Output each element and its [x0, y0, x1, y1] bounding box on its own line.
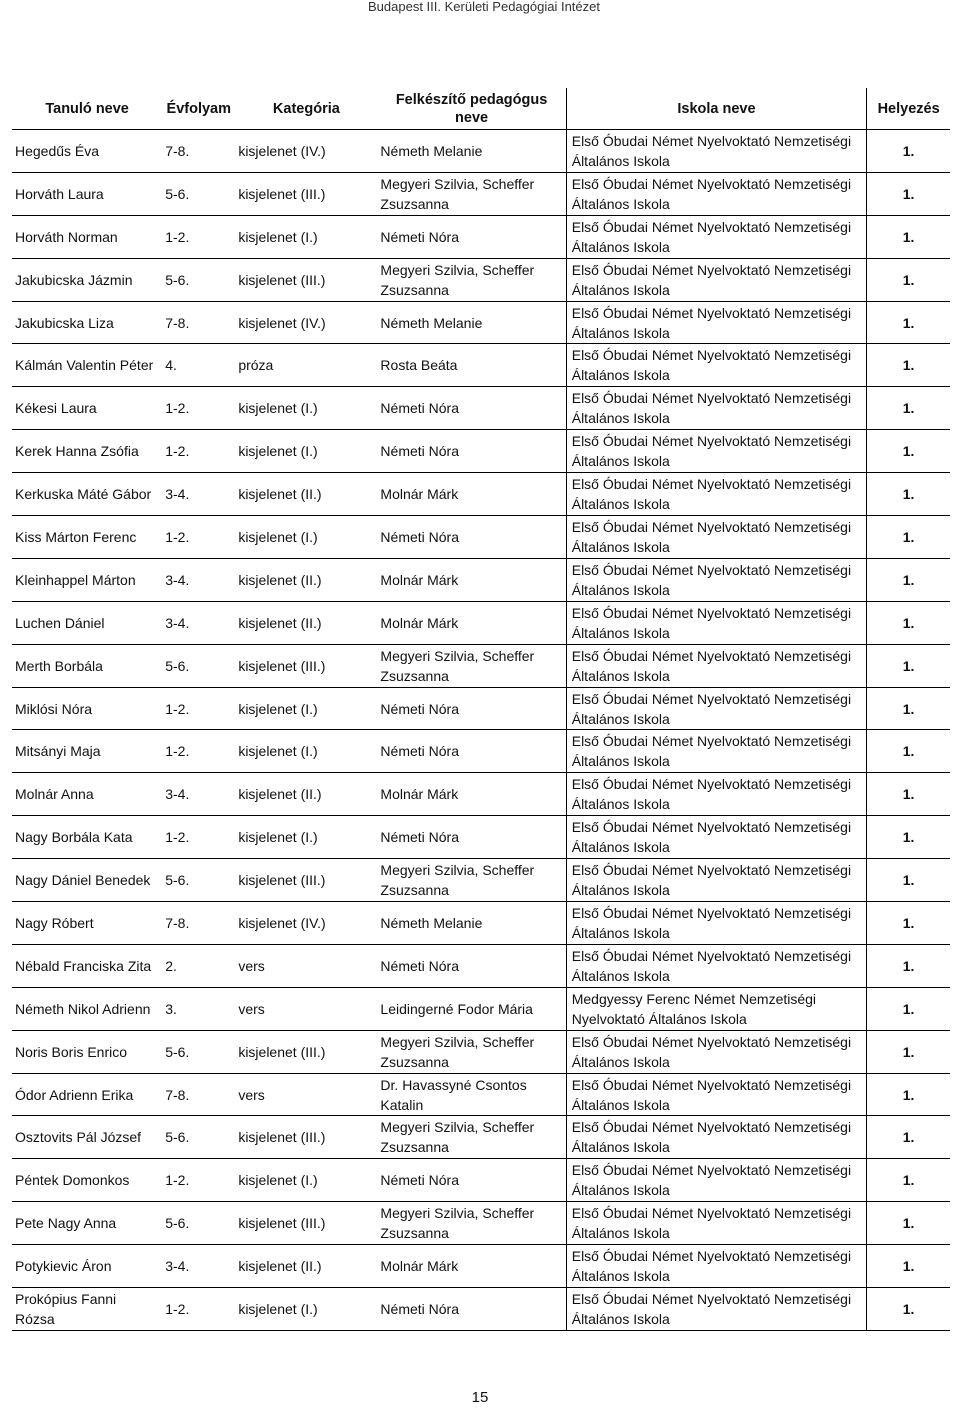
teacher-cell: Rosta Beáta — [380, 357, 458, 374]
student-name-cell: Kiss Márton Ferenc — [15, 528, 137, 545]
table-row — [12, 987, 950, 1030]
school-cell: Első Óbudai Német Nyelvoktató Nemzetiségi Általános Iskola — [566, 1202, 866, 1245]
rank-cell: 1. — [902, 657, 915, 674]
table-row — [12, 172, 950, 215]
category-cell: kisjelenet (II.) — [238, 486, 322, 503]
school-cell: Első Óbudai Német Nyelvoktató Nemzetiségi Általános Iskola — [566, 944, 866, 987]
rank-cell: 1. — [902, 185, 915, 202]
table-row — [12, 1202, 950, 1245]
teacher-cell: Németi Nóra — [380, 829, 460, 846]
grade-cell: 1-2. — [165, 400, 190, 417]
student-name-cell: Merth Borbála — [15, 657, 103, 674]
rank-cell: 1. — [902, 1258, 915, 1275]
category-cell: vers — [238, 1086, 265, 1103]
school-cell: Első Óbudai Német Nyelvoktató Nemzetiségi Általános Iskola — [566, 473, 866, 516]
category-cell: kisjelenet (III.) — [238, 872, 326, 889]
grade-cell: 5-6. — [165, 1043, 190, 1060]
teacher-cell: Németi Nóra — [380, 1172, 460, 1189]
student-name-cell: Osztovits Pál József — [15, 1129, 142, 1146]
table-header-row — [12, 88, 950, 130]
category-cell: kisjelenet (I.) — [238, 528, 318, 545]
category-cell: kisjelenet (III.) — [238, 657, 326, 674]
grade-cell: 5-6. — [165, 1129, 190, 1146]
student-name-cell: Horváth Laura — [15, 185, 104, 202]
grade-cell: 1-2. — [165, 743, 190, 760]
grade-cell: 3-4. — [165, 486, 190, 503]
grade-cell: 3-4. — [165, 1258, 190, 1275]
school-cell: Első Óbudai Német Nyelvoktató Nemzetiségi Általános Iskola — [566, 516, 866, 559]
category-cell: próza — [238, 357, 274, 374]
category-cell: kisjelenet (I.) — [238, 1300, 318, 1317]
student-name-cell: Kálmán Valentin Péter — [15, 357, 154, 374]
column-header-school: Iskola neve — [566, 88, 866, 130]
grade-cell: 5-6. — [165, 271, 190, 288]
table-row — [12, 1116, 950, 1159]
school-cell: Első Óbudai Német Nyelvoktató Nemzetiségi Általános Iskola — [566, 172, 866, 215]
grade-cell: 7-8. — [165, 914, 190, 931]
grade-cell: 1-2. — [165, 700, 190, 717]
student-name-cell: Pete Nagy Anna — [15, 1215, 117, 1232]
grade-cell: 1-2. — [165, 1172, 190, 1189]
category-cell: kisjelenet (IV.) — [238, 142, 326, 159]
teacher-cell: Dr. Havassyné Csontos Katalin — [380, 1076, 527, 1113]
grade-cell: 7-8. — [165, 142, 190, 159]
student-name-cell: Hegedűs Éva — [15, 142, 100, 159]
category-cell: kisjelenet (IV.) — [238, 914, 326, 931]
table-row — [12, 473, 950, 516]
column-header-category: Kategória — [272, 100, 340, 117]
grade-cell: 5-6. — [165, 1215, 190, 1232]
rank-cell: 1. — [902, 743, 915, 760]
school-cell: Első Óbudai Német Nyelvoktató Nemzetiségi Általános Iskola — [566, 687, 866, 730]
page-header — [0, 0, 960, 16]
table-row — [12, 387, 950, 430]
category-cell: kisjelenet (IV.) — [238, 314, 326, 331]
student-name-cell: Németh Nikol Adrienn — [15, 1000, 151, 1017]
category-cell: kisjelenet (II.) — [238, 1258, 322, 1275]
teacher-cell: Németi Nóra — [380, 700, 460, 717]
teacher-cell: Molnár Márk — [380, 486, 459, 503]
table-row — [12, 516, 950, 559]
rank-cell: 1. — [902, 872, 915, 889]
category-cell: kisjelenet (III.) — [238, 1129, 326, 1146]
category-cell: kisjelenet (I.) — [238, 228, 318, 245]
category-cell: vers — [238, 957, 265, 974]
rank-cell: 1. — [902, 142, 915, 159]
grade-cell: 3-4. — [165, 571, 190, 588]
rank-cell: 1. — [902, 1086, 915, 1103]
category-cell: kisjelenet (I.) — [238, 1172, 318, 1189]
rank-cell: 1. — [902, 1043, 915, 1060]
teacher-cell: Németi Nóra — [380, 228, 460, 245]
rank-cell: 1. — [902, 1215, 915, 1232]
category-cell: kisjelenet (III.) — [238, 1215, 326, 1232]
page-number: 15 — [471, 1389, 489, 1406]
grade-cell: 5-6. — [165, 872, 190, 889]
table-row — [12, 944, 950, 987]
category-cell: kisjelenet (II.) — [238, 614, 322, 631]
table-row — [12, 902, 950, 945]
rank-cell: 1. — [902, 829, 915, 846]
rank-cell: 1. — [902, 1129, 915, 1146]
table-row — [12, 773, 950, 816]
student-name-cell: Potykievic Áron — [15, 1258, 112, 1275]
teacher-cell: Németi Nóra — [380, 400, 460, 417]
category-cell: kisjelenet (I.) — [238, 400, 318, 417]
table-row — [12, 1159, 950, 1202]
student-name-cell: Noris Boris Enrico — [15, 1043, 128, 1060]
rank-cell: 1. — [902, 1300, 915, 1317]
column-header-rank: Helyezés — [877, 100, 940, 117]
student-name-cell: Ódor Adrienn Erika — [15, 1086, 134, 1103]
table-row — [12, 430, 950, 473]
student-name-cell: Kékesi Laura — [15, 400, 97, 417]
grade-cell: 5-6. — [165, 185, 190, 202]
rank-cell: 1. — [902, 400, 915, 417]
student-name-cell: Nagy Dániel Benedek — [15, 872, 151, 889]
teacher-cell: Megyeri Szilvia, Scheffer Zsuzsanna — [380, 1033, 535, 1070]
column-header-name: Tanuló neve — [45, 100, 129, 117]
teacher-cell: Molnár Márk — [380, 571, 459, 588]
teacher-cell: Németi Nóra — [380, 443, 460, 460]
teacher-cell: Németi Nóra — [380, 957, 460, 974]
table-row — [12, 1030, 950, 1073]
teacher-cell: Németh Melanie — [380, 142, 483, 159]
school-cell: Első Óbudai Német Nyelvoktató Nemzetiségi Általános Iskola — [566, 344, 866, 387]
teacher-cell: Megyeri Szilvia, Scheffer Zsuzsanna — [380, 261, 535, 298]
table-row — [12, 859, 950, 902]
teacher-cell: Leidingerné Fodor Mária — [380, 1000, 533, 1017]
student-name-cell: Nagy Borbála Kata — [15, 829, 133, 846]
student-name-cell: Luchen Dániel — [15, 614, 105, 631]
column-header-grade: Évfolyam — [166, 100, 232, 117]
rank-cell: 1. — [902, 314, 915, 331]
table-row — [12, 258, 950, 301]
grade-cell: 2. — [165, 957, 177, 974]
rank-cell: 1. — [902, 228, 915, 245]
rank-cell: 1. — [902, 1000, 915, 1017]
rank-cell: 1. — [902, 914, 915, 931]
student-name-cell: Kleinhappel Márton — [15, 571, 136, 588]
grade-cell: 5-6. — [165, 657, 190, 674]
teacher-cell: Németh Melanie — [380, 314, 483, 331]
school-cell: Első Óbudai Német Nyelvoktató Nemzetiségi Általános Iskola — [566, 258, 866, 301]
category-cell: kisjelenet (I.) — [238, 700, 318, 717]
teacher-cell: Megyeri Szilvia, Scheffer Zsuzsanna — [380, 647, 535, 684]
school-cell: Első Óbudai Német Nyelvoktató Nemzetiségi Általános Iskola — [566, 902, 866, 945]
rank-cell: 1. — [902, 614, 915, 631]
table-row — [12, 1288, 950, 1331]
student-name-cell: Prokópius Fanni Rózsa — [15, 1290, 117, 1327]
school-cell: Első Óbudai Német Nyelvoktató Nemzetiségi Általános Iskola — [566, 1245, 866, 1288]
category-cell: kisjelenet (III.) — [238, 271, 326, 288]
school-cell: Első Óbudai Német Nyelvoktató Nemzetiségi Általános Iskola — [566, 1116, 866, 1159]
institution-name: Budapest III. Kerületi Pedagógiai Intézet — [368, 0, 600, 14]
table-row — [12, 644, 950, 687]
table-row — [12, 301, 950, 344]
school-cell: Első Óbudai Német Nyelvoktató Nemzetiségi Általános Iskola — [566, 601, 866, 644]
school-cell: Első Óbudai Német Nyelvoktató Nemzetiségi Általános Iskola — [566, 430, 866, 473]
grade-cell: 1-2. — [165, 528, 190, 545]
school-cell: Első Óbudai Német Nyelvoktató Nemzetiségi Általános Iskola — [566, 130, 866, 173]
teacher-cell: Molnár Márk — [380, 1258, 459, 1275]
teacher-cell: Németh Melanie — [380, 914, 483, 931]
teacher-cell: Megyeri Szilvia, Scheffer Zsuzsanna — [380, 1119, 535, 1156]
category-cell: kisjelenet (III.) — [238, 185, 326, 202]
student-name-cell: Horváth Norman — [15, 228, 118, 245]
table-row — [12, 1073, 950, 1116]
column-header-teacher: Felkészítő pedagógus neve — [395, 91, 548, 126]
rank-cell: 1. — [902, 271, 915, 288]
rank-cell: 1. — [902, 1172, 915, 1189]
teacher-cell: Megyeri Szilvia, Scheffer Zsuzsanna — [380, 175, 535, 212]
category-cell: kisjelenet (II.) — [238, 571, 322, 588]
grade-cell: 3. — [165, 1000, 177, 1017]
category-cell: kisjelenet (I.) — [238, 743, 318, 760]
student-name-cell: Mitsányi Maja — [15, 743, 101, 760]
school-cell: Első Óbudai Német Nyelvoktató Nemzetiségi Általános Iskola — [566, 816, 866, 859]
teacher-cell: Megyeri Szilvia, Scheffer Zsuzsanna — [380, 1205, 535, 1242]
category-cell: kisjelenet (I.) — [238, 829, 318, 846]
grade-cell: 1-2. — [165, 443, 190, 460]
table-row — [12, 687, 950, 730]
school-cell: Első Óbudai Német Nyelvoktató Nemzetiségi Általános Iskola — [566, 387, 866, 430]
table-row — [12, 130, 950, 173]
teacher-cell: Németi Nóra — [380, 743, 460, 760]
school-cell: Első Óbudai Német Nyelvoktató Nemzetiségi Általános Iskola — [566, 1288, 866, 1331]
school-cell: Első Óbudai Német Nyelvoktató Nemzetiségi Általános Iskola — [566, 1073, 866, 1116]
teacher-cell: Molnár Márk — [380, 614, 459, 631]
teacher-cell: Németi Nóra — [380, 528, 460, 545]
rank-cell: 1. — [902, 486, 915, 503]
rank-cell: 1. — [902, 700, 915, 717]
category-cell: vers — [238, 1000, 265, 1017]
category-cell: kisjelenet (III.) — [238, 1043, 326, 1060]
grade-cell: 3-4. — [165, 786, 190, 803]
grade-cell: 1-2. — [165, 1300, 190, 1317]
student-name-cell: Jakubicska Liza — [15, 314, 114, 331]
student-name-cell: Jakubicska Jázmin — [15, 271, 133, 288]
rank-cell: 1. — [902, 786, 915, 803]
school-cell: Első Óbudai Német Nyelvoktató Nemzetiségi Általános Iskola — [566, 301, 866, 344]
table-row — [12, 558, 950, 601]
table-row — [12, 215, 950, 258]
table-row — [12, 730, 950, 773]
school-cell: Első Óbudai Német Nyelvoktató Nemzetiségi Általános Iskola — [566, 644, 866, 687]
school-cell: Első Óbudai Német Nyelvoktató Nemzetiségi Általános Iskola — [566, 1159, 866, 1202]
table-row — [12, 1245, 950, 1288]
student-name-cell: Miklósi Nóra — [15, 700, 93, 717]
teacher-cell: Megyeri Szilvia, Scheffer Zsuzsanna — [380, 862, 535, 899]
rank-cell: 1. — [902, 571, 915, 588]
grade-cell: 3-4. — [165, 614, 190, 631]
table-row — [12, 816, 950, 859]
student-name-cell: Molnár Anna — [15, 786, 94, 803]
table-row — [12, 344, 950, 387]
school-cell: Medgyessy Ferenc Német Nemzetiségi Nyelvoktató Általános Iskola — [566, 987, 866, 1030]
school-cell: Első Óbudai Német Nyelvoktató Nemzetiségi Általános Iskola — [566, 215, 866, 258]
results-table — [12, 88, 950, 1331]
student-name-cell: Kerek Hanna Zsófia — [15, 443, 139, 460]
category-cell: kisjelenet (II.) — [238, 786, 322, 803]
grade-cell: 7-8. — [165, 1086, 190, 1103]
student-name-cell: Kerkuska Máté Gábor — [15, 486, 152, 503]
student-name-cell: Nébald Franciska Zita — [15, 957, 152, 974]
school-cell: Első Óbudai Német Nyelvoktató Nemzetiségi Általános Iskola — [566, 773, 866, 816]
rank-cell: 1. — [902, 357, 915, 374]
rank-cell: 1. — [902, 443, 915, 460]
table-row — [12, 601, 950, 644]
school-cell: Első Óbudai Német Nyelvoktató Nemzetiségi Általános Iskola — [566, 730, 866, 773]
grade-cell: 1-2. — [165, 829, 190, 846]
school-cell: Első Óbudai Német Nyelvoktató Nemzetiségi Általános Iskola — [566, 1030, 866, 1073]
grade-cell: 7-8. — [165, 314, 190, 331]
category-cell: kisjelenet (I.) — [238, 443, 318, 460]
grade-cell: 4. — [165, 357, 177, 374]
student-name-cell: Péntek Domonkos — [15, 1172, 130, 1189]
school-cell: Első Óbudai Német Nyelvoktató Nemzetiségi Általános Iskola — [566, 859, 866, 902]
school-cell: Első Óbudai Német Nyelvoktató Nemzetiségi Általános Iskola — [566, 558, 866, 601]
rank-cell: 1. — [902, 528, 915, 545]
rank-cell: 1. — [902, 957, 915, 974]
teacher-cell: Molnár Márk — [380, 786, 459, 803]
grade-cell: 1-2. — [165, 228, 190, 245]
student-name-cell: Nagy Róbert — [15, 914, 94, 931]
teacher-cell: Németi Nóra — [380, 1300, 460, 1317]
